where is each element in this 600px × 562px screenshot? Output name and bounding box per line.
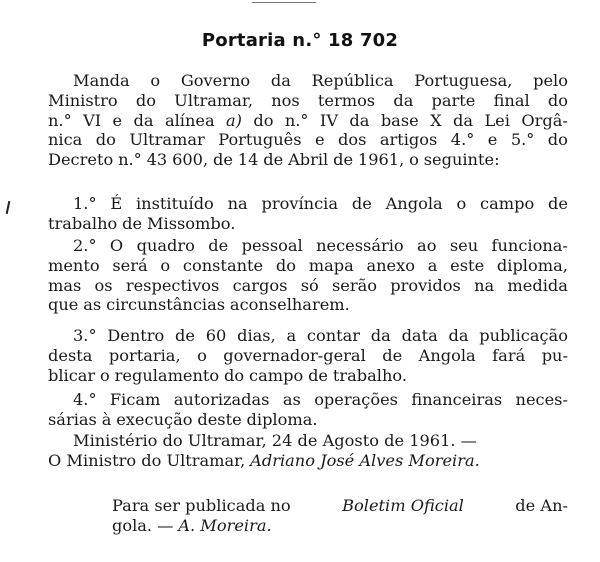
word: Angola: [418, 345, 476, 365]
word: dos: [338, 130, 367, 150]
word: do: [275, 255, 296, 275]
word: e: [314, 130, 325, 150]
word: Ultramar: [129, 130, 205, 150]
word: nos: [271, 90, 300, 110]
word: respectivos: [125, 275, 220, 295]
word: alínea: [164, 110, 215, 130]
word: será: [112, 255, 148, 275]
word: constante: [182, 255, 264, 275]
word: o: [150, 71, 161, 90]
word: seguinte:: [423, 150, 500, 170]
word: dias,: [237, 326, 276, 345]
word: 60: [205, 326, 227, 345]
word: província: [261, 194, 339, 213]
word: 1961,: [357, 150, 405, 170]
word: do: [547, 130, 568, 150]
word: O: [109, 236, 124, 255]
word: sárias: [48, 409, 97, 429]
word: do: [95, 130, 116, 150]
word: circunstâncias: [106, 295, 226, 315]
word: o: [456, 194, 467, 213]
word: República: [311, 71, 394, 90]
publication-note-line-2: [112, 516, 272, 536]
word: É: [110, 194, 123, 213]
article-4-line: [73, 390, 568, 410]
article-2-line: [48, 295, 350, 315]
word: mas: [48, 275, 82, 295]
word: governador-geral: [223, 345, 366, 365]
word: as: [282, 390, 301, 409]
word: este: [450, 255, 485, 275]
word: funciona-: [491, 236, 568, 255]
word: e: [112, 110, 123, 130]
preamble-line: [48, 91, 568, 111]
article-1-line: [48, 214, 235, 234]
article-2-line: [73, 236, 568, 256]
word: Orgâ-: [521, 110, 568, 130]
word: neces-: [515, 390, 568, 409]
word: de: [122, 213, 143, 233]
word: IV: [319, 110, 339, 130]
word: 4.°: [450, 130, 475, 150]
word: serão: [332, 275, 378, 295]
preamble-line: [48, 111, 568, 131]
word: final: [493, 90, 530, 110]
word: e: [487, 130, 498, 150]
word: pu-: [541, 345, 568, 365]
word: VI: [83, 110, 102, 130]
closing-minister-line: [48, 451, 480, 471]
word: 14: [237, 150, 259, 170]
word: do: [547, 90, 568, 110]
word: o: [160, 255, 171, 275]
word: Lei: [484, 110, 510, 130]
word: da: [349, 110, 370, 130]
word: campo: [249, 365, 304, 385]
word: da: [370, 326, 391, 345]
publication-line2-prefix: gola. —: [112, 516, 174, 535]
word: 5.°: [510, 130, 535, 150]
word: Governo: [180, 71, 251, 90]
word: Decreto: [48, 150, 114, 170]
word: Português: [218, 130, 302, 150]
word: diploma,: [496, 255, 568, 275]
article-4-line: [48, 410, 318, 430]
preamble-line: [48, 130, 568, 150]
word: na: [474, 275, 495, 295]
word: termos: [317, 90, 376, 110]
closing-place-date: [73, 431, 477, 451]
word: providos: [390, 275, 461, 295]
word: artigos: [379, 130, 438, 150]
word: portaria,: [108, 345, 181, 365]
header-rule: [252, 2, 316, 3]
publication-journal: Boletim Oficial: [342, 496, 464, 515]
word: Missombo.: [146, 213, 236, 233]
word: publicação: [479, 326, 568, 345]
word: à: [101, 409, 112, 429]
word: aconselharem.: [229, 295, 350, 315]
word: execução: [116, 409, 193, 429]
article-3-line: [48, 366, 407, 386]
article-2-line: [48, 276, 568, 296]
word: mento: [48, 255, 100, 275]
word: seu: [449, 236, 479, 255]
word: só: [300, 275, 319, 295]
publication-signature: A. Moreira.: [178, 516, 272, 535]
word: n.°: [118, 150, 142, 170]
word: medida: [507, 275, 568, 295]
word: diploma.: [246, 409, 318, 429]
document-title: Portaria n.° 18 702: [201, 30, 399, 51]
word: deste: [197, 409, 242, 429]
publication-prefix: Para ser publicada no: [112, 496, 291, 515]
word: 600,: [172, 150, 209, 170]
word: financeiras: [411, 390, 503, 409]
word: 1.°: [73, 194, 97, 213]
preamble-line: [73, 71, 568, 91]
word: de: [308, 365, 329, 385]
word: de: [212, 150, 233, 170]
word: que: [48, 295, 79, 315]
word: Ficam: [109, 390, 161, 409]
article-1-line: [73, 194, 568, 214]
word: do: [135, 90, 156, 110]
word: X: [430, 110, 442, 130]
word: o: [197, 345, 207, 365]
word: na: [227, 194, 248, 213]
word: da: [270, 71, 291, 90]
word: n.°: [48, 110, 72, 130]
word: ao: [417, 236, 437, 255]
word: nica: [48, 130, 83, 150]
word: de: [351, 194, 372, 213]
word: 2.°: [73, 236, 97, 255]
word: trabalho: [48, 213, 118, 233]
word: o: [100, 365, 110, 385]
word: data: [401, 326, 438, 345]
word: base: [380, 110, 419, 130]
word: contar: [306, 326, 361, 345]
word: operações: [314, 390, 398, 409]
word: Dentro: [107, 326, 165, 345]
preamble-line: [48, 150, 500, 170]
closing-place-date-text: Ministério do Ultramar, 24 de Agosto de 1961. —: [73, 431, 477, 450]
minister-title: O Ministro do Ultramar,: [48, 451, 246, 470]
word: a): [226, 110, 242, 130]
word: os: [94, 275, 113, 295]
word: da: [448, 326, 469, 345]
article-2-line: [48, 256, 568, 276]
word: regulamento: [114, 365, 220, 385]
word: da: [393, 90, 414, 110]
minister-name: Adriano José Alves Moreira.: [250, 451, 480, 470]
word: do: [224, 365, 245, 385]
word: as: [83, 295, 102, 315]
word: pessoal: [241, 236, 303, 255]
word: Angola: [385, 194, 443, 213]
word: quadro: [136, 236, 195, 255]
word: pelo: [533, 71, 568, 90]
word: parte: [431, 90, 476, 110]
word: da: [453, 110, 474, 130]
word: a: [427, 255, 438, 275]
word: instituído: [136, 194, 214, 213]
word: de: [175, 326, 195, 345]
word: o: [409, 150, 419, 170]
word: de: [382, 345, 403, 365]
word: a: [286, 326, 297, 345]
word: da: [133, 110, 154, 130]
article-3-line: [48, 346, 568, 366]
word: Manda: [73, 71, 130, 90]
publication-note-line-1: [112, 496, 568, 516]
word: necessário: [316, 236, 404, 255]
article-3-line: [73, 326, 568, 346]
word: n.°: [284, 110, 309, 130]
word: anexo: [366, 255, 416, 275]
word: de: [263, 150, 284, 170]
word: autorizadas: [173, 390, 270, 409]
word: mapa: [308, 255, 354, 275]
word: de: [548, 194, 568, 213]
word: campo: [480, 194, 535, 213]
word: de: [333, 150, 354, 170]
publication-suffix: de An-: [515, 496, 568, 515]
word: blicar: [48, 365, 96, 385]
word: Ministro: [48, 90, 118, 110]
word: trabalho.: [332, 365, 407, 385]
margin-mark: [6, 201, 11, 214]
word: cargos: [232, 275, 288, 295]
word: desta: [48, 345, 93, 365]
word: 4.°: [73, 390, 97, 409]
word: do: [253, 110, 274, 130]
word: 3.°: [73, 326, 97, 345]
word: Abril: [288, 150, 329, 170]
word: 43: [146, 150, 168, 170]
word: Portuguesa,: [414, 71, 513, 90]
word: de: [208, 236, 229, 255]
word: fará: [492, 345, 526, 365]
word: Ultramar,: [174, 90, 253, 110]
